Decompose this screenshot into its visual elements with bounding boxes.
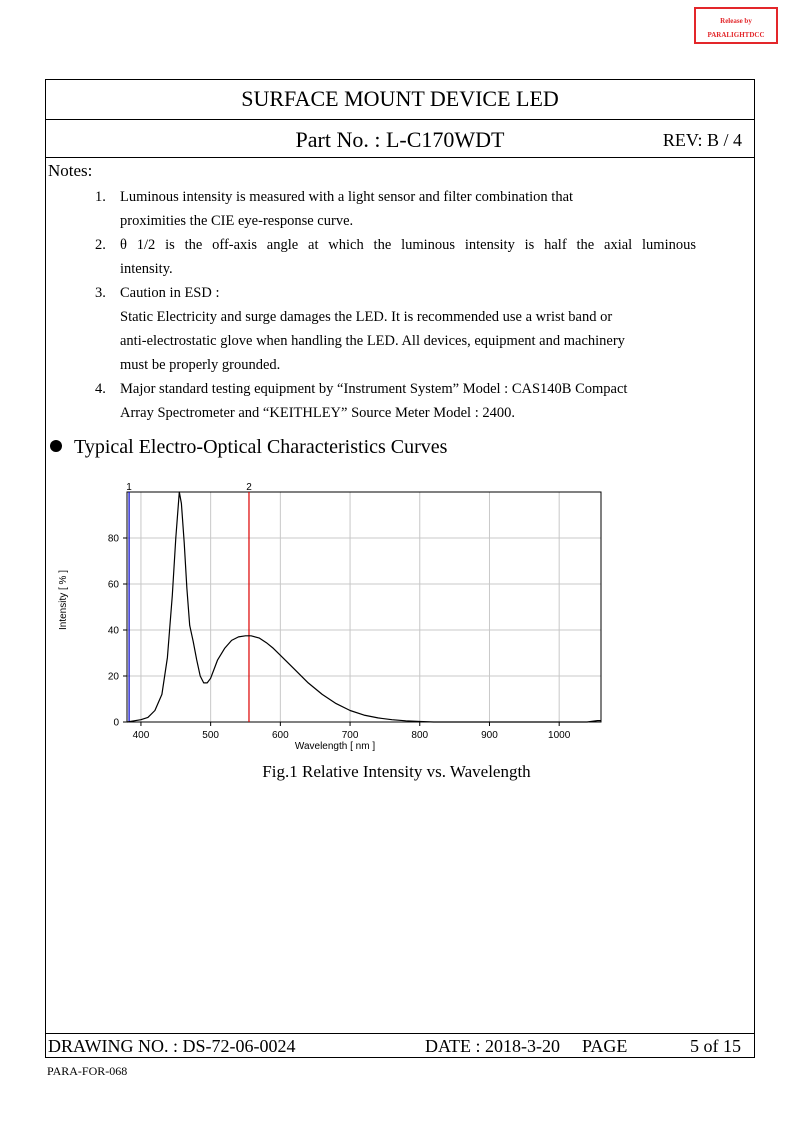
y-tick-label: 60 xyxy=(107,579,119,591)
x-tick-label: 400 xyxy=(132,730,150,741)
form-number: PARA-FOR-068 xyxy=(47,1064,128,1078)
x-tick-label: 500 xyxy=(202,730,219,741)
x-tick-label: 700 xyxy=(341,730,359,741)
bullet-icon xyxy=(50,440,62,452)
note-line: anti-electrostatic glove when handling the LED. All devices, equipment and machinery xyxy=(120,333,625,349)
marker-label: 2 xyxy=(246,482,252,493)
x-tick-label: 800 xyxy=(411,730,429,741)
figure-caption: Fig.1 Relative Intensity vs. Wavelength xyxy=(262,762,531,781)
section-title xyxy=(50,436,447,459)
header-divider-1 xyxy=(45,119,755,120)
note-line: must be properly grounded. xyxy=(120,357,281,373)
note-line: Caution in ESD : xyxy=(120,285,220,301)
page-label: PAGE xyxy=(582,1036,628,1056)
marker-label: 1 xyxy=(126,482,132,493)
part-number: Part No. : L-C170WDT xyxy=(295,127,505,152)
release-stamp xyxy=(694,7,778,44)
y-tick-label: 0 xyxy=(113,717,119,729)
y-tick-label: 20 xyxy=(107,671,119,683)
note-number: 1. xyxy=(95,189,106,205)
x-tick-label: 1000 xyxy=(548,730,571,741)
note-number: 2. xyxy=(95,237,106,253)
note-item xyxy=(95,185,696,233)
header-divider-2 xyxy=(45,157,755,158)
spectrum-line xyxy=(127,492,601,722)
note-item xyxy=(95,377,696,425)
section-title-text: Typical Electro-Optical Characteristics Curves xyxy=(74,436,448,458)
spectrum-chart xyxy=(50,476,610,758)
plot-frame xyxy=(127,492,601,722)
page-number: 5 of 15 xyxy=(690,1036,741,1056)
stamp-line-2: PARALIGHTDCC xyxy=(707,31,765,39)
x-tick-label: 600 xyxy=(272,730,289,741)
note-number: 4. xyxy=(95,381,106,397)
y-axis-label: Intensity [ % ] xyxy=(58,569,69,631)
revision: REV: B / 4 xyxy=(662,130,742,150)
footer-divider xyxy=(45,1033,755,1034)
note-item xyxy=(95,233,696,281)
note-number: 3. xyxy=(95,285,106,301)
note-item xyxy=(95,281,696,377)
drawing-number: DRAWING NO. : DS-72-06-0024 xyxy=(48,1036,296,1056)
y-tick-label: 40 xyxy=(107,625,119,637)
note-line: proximities the CIE eye-response curve. xyxy=(120,213,354,229)
y-tick-label: 80 xyxy=(107,533,119,545)
note-line: θ 1/2 is the off-axis angle at which the luminous intensity is half the axial luminous xyxy=(120,237,696,253)
note-line: Major standard testing equipment by “Instrument System” Model : CAS140B Compact xyxy=(120,381,628,397)
x-tick-label: 900 xyxy=(481,730,498,741)
note-line: intensity. xyxy=(120,261,173,277)
stamp-line-1: Release by xyxy=(720,17,752,25)
document-title: SURFACE MOUNT DEVICE LED xyxy=(241,86,559,111)
notes-list xyxy=(95,185,696,425)
note-line: Array Spectrometer and “KEITHLEY” Source Meter Model : 2400. xyxy=(120,405,515,421)
note-line: Luminous intensity is measured with a light sensor and filter combination that xyxy=(120,189,574,205)
x-axis-label: Wavelength [ nm ] xyxy=(294,741,376,752)
notes-label: Notes: xyxy=(48,161,93,180)
note-line: Static Electricity and surge damages the LED. It is recommended use a wrist band or xyxy=(120,309,613,325)
date: DATE : 2018-3-20 xyxy=(425,1036,560,1056)
